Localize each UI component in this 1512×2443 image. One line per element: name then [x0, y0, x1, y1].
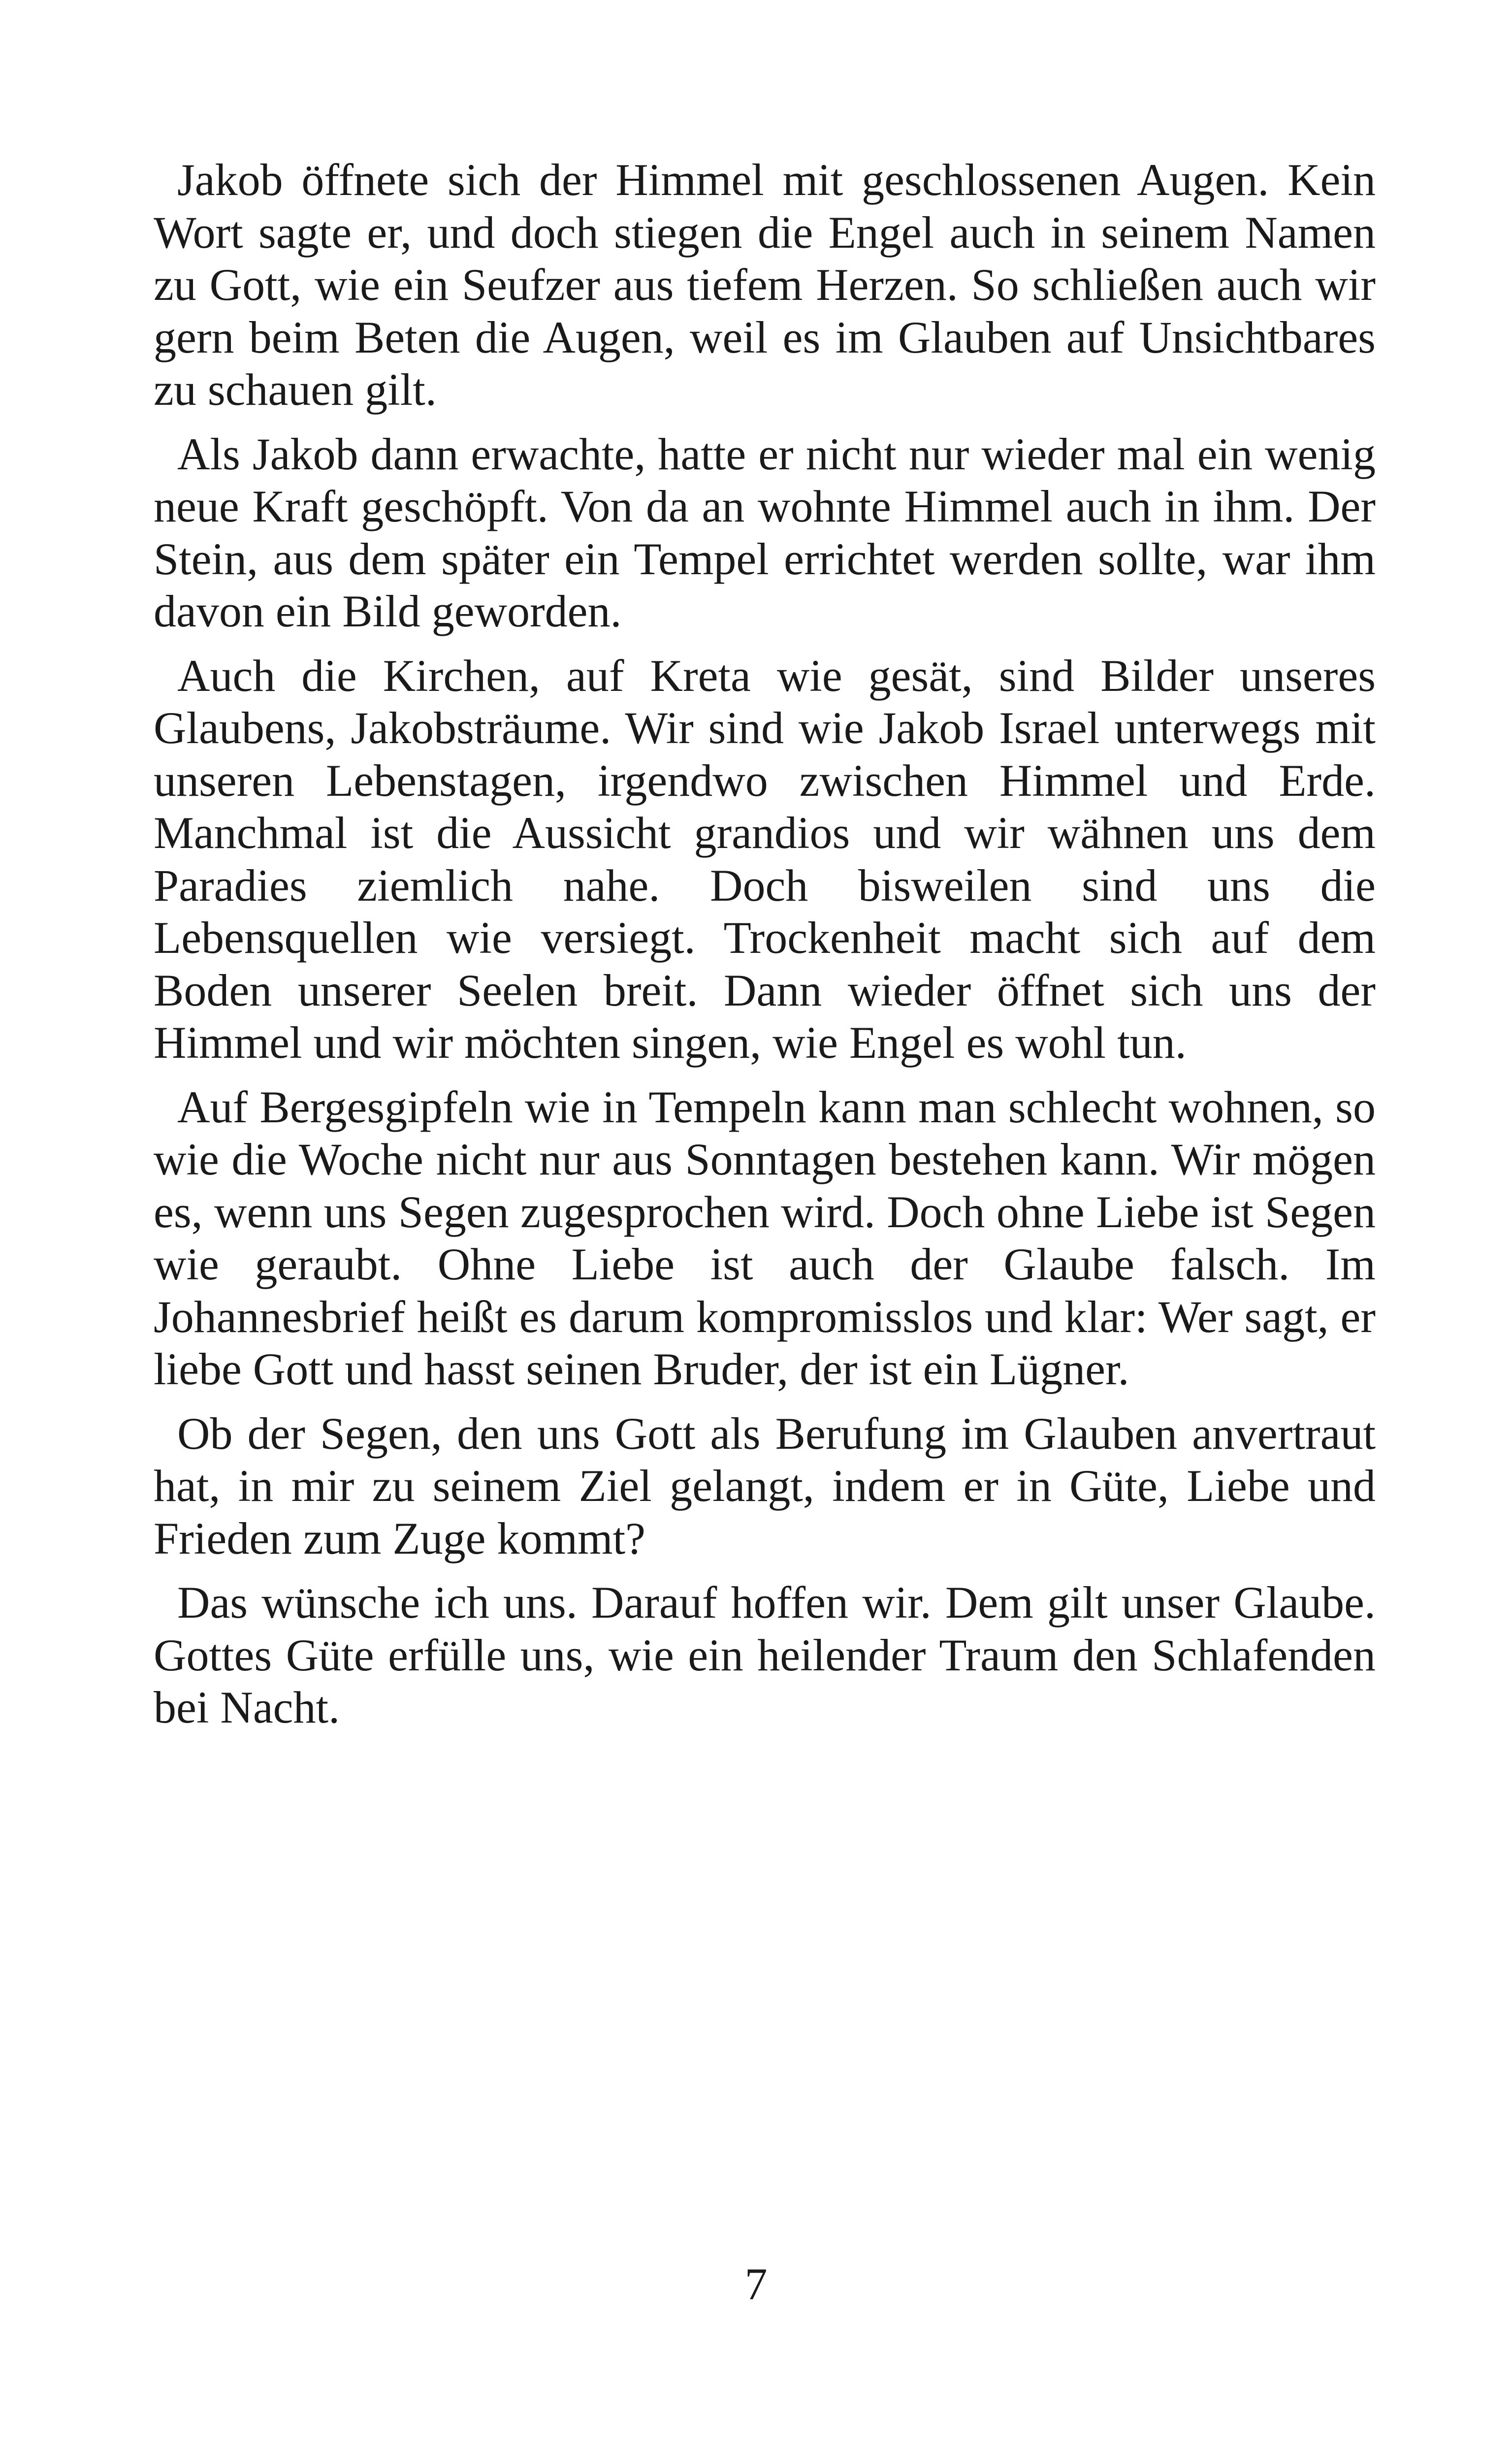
body-text [154, 154, 1376, 1746]
paragraph-1: Jakob öffnete sich der Himmel mit geschlossenen Augen. Kein Wort sagte er, und doch stiegen die Engel auch in seinem Namen zu Gott, wie ein Seufzer aus tiefem Herzen. So schließen auch wir gern beim Beten die Augen, weil es im Glauben auf Unsichtbares zu schauen gilt. [154, 155, 1376, 415]
paragraph-6: Das wünsche ich uns. Darauf hoffen wir. Dem gilt unser Glaube. Gottes Güte erfülle uns, wie ein heilender Traum den Schlafenden bei Nacht. [154, 1577, 1376, 1732]
page-number: 7 [744, 2259, 768, 2309]
paragraph-3: Auch die Kirchen, auf Kreta wie gesät, sind Bilder unseres Glaubens, Jakobsträume. Wir sind wie Jakob Israel unterwegs mit unseren Lebenstagen, irgendwo zwischen Himmel und Erde. Manchmal ist die Aussicht grandios und wir wähnen uns dem Paradies ziemlich nahe. Doch bisweilen sind uns die Lebensquellen wie versiegt. Trockenheit macht sich auf dem Boden unserer Seelen breit. Dann wieder öffnet sich uns der Himmel und wir möchten singen, wie Engel es wohl tun. [154, 650, 1376, 1068]
paragraph-2: Als Jakob dann erwachte, hatte er nicht nur wieder mal ein wenig neue Kraft geschöpft. Von da an wohnte Himmel auch in ihm. Der Stein, aus dem später ein Tempel errichtet werden sollte, war ihm davon ein Bild geworden. [154, 428, 1376, 636]
paragraph-5: Ob der Segen, den uns Gott als Berufung im Glauben anvertraut hat, in mir zu seinem Ziel gelangt, indem er in Güte, Liebe und Frieden zum Zuge kommt? [154, 1408, 1376, 1564]
paragraph-4: Auf Bergesgipfeln wie in Tempeln kann man schlecht wohnen, so wie die Woche nicht nur aus Sonntagen bestehen kann. Wir mögen es, wenn uns Segen zugesprochen wird. Doch ohne Liebe ist Segen wie geraubt. Ohne Liebe ist auch der Glaube falsch. Im Johannesbrief heißt es darum kompromisslos und klar: Wer sagt, er liebe Gott und hasst seinen Bruder, der ist ein Lügner. [154, 1081, 1376, 1394]
